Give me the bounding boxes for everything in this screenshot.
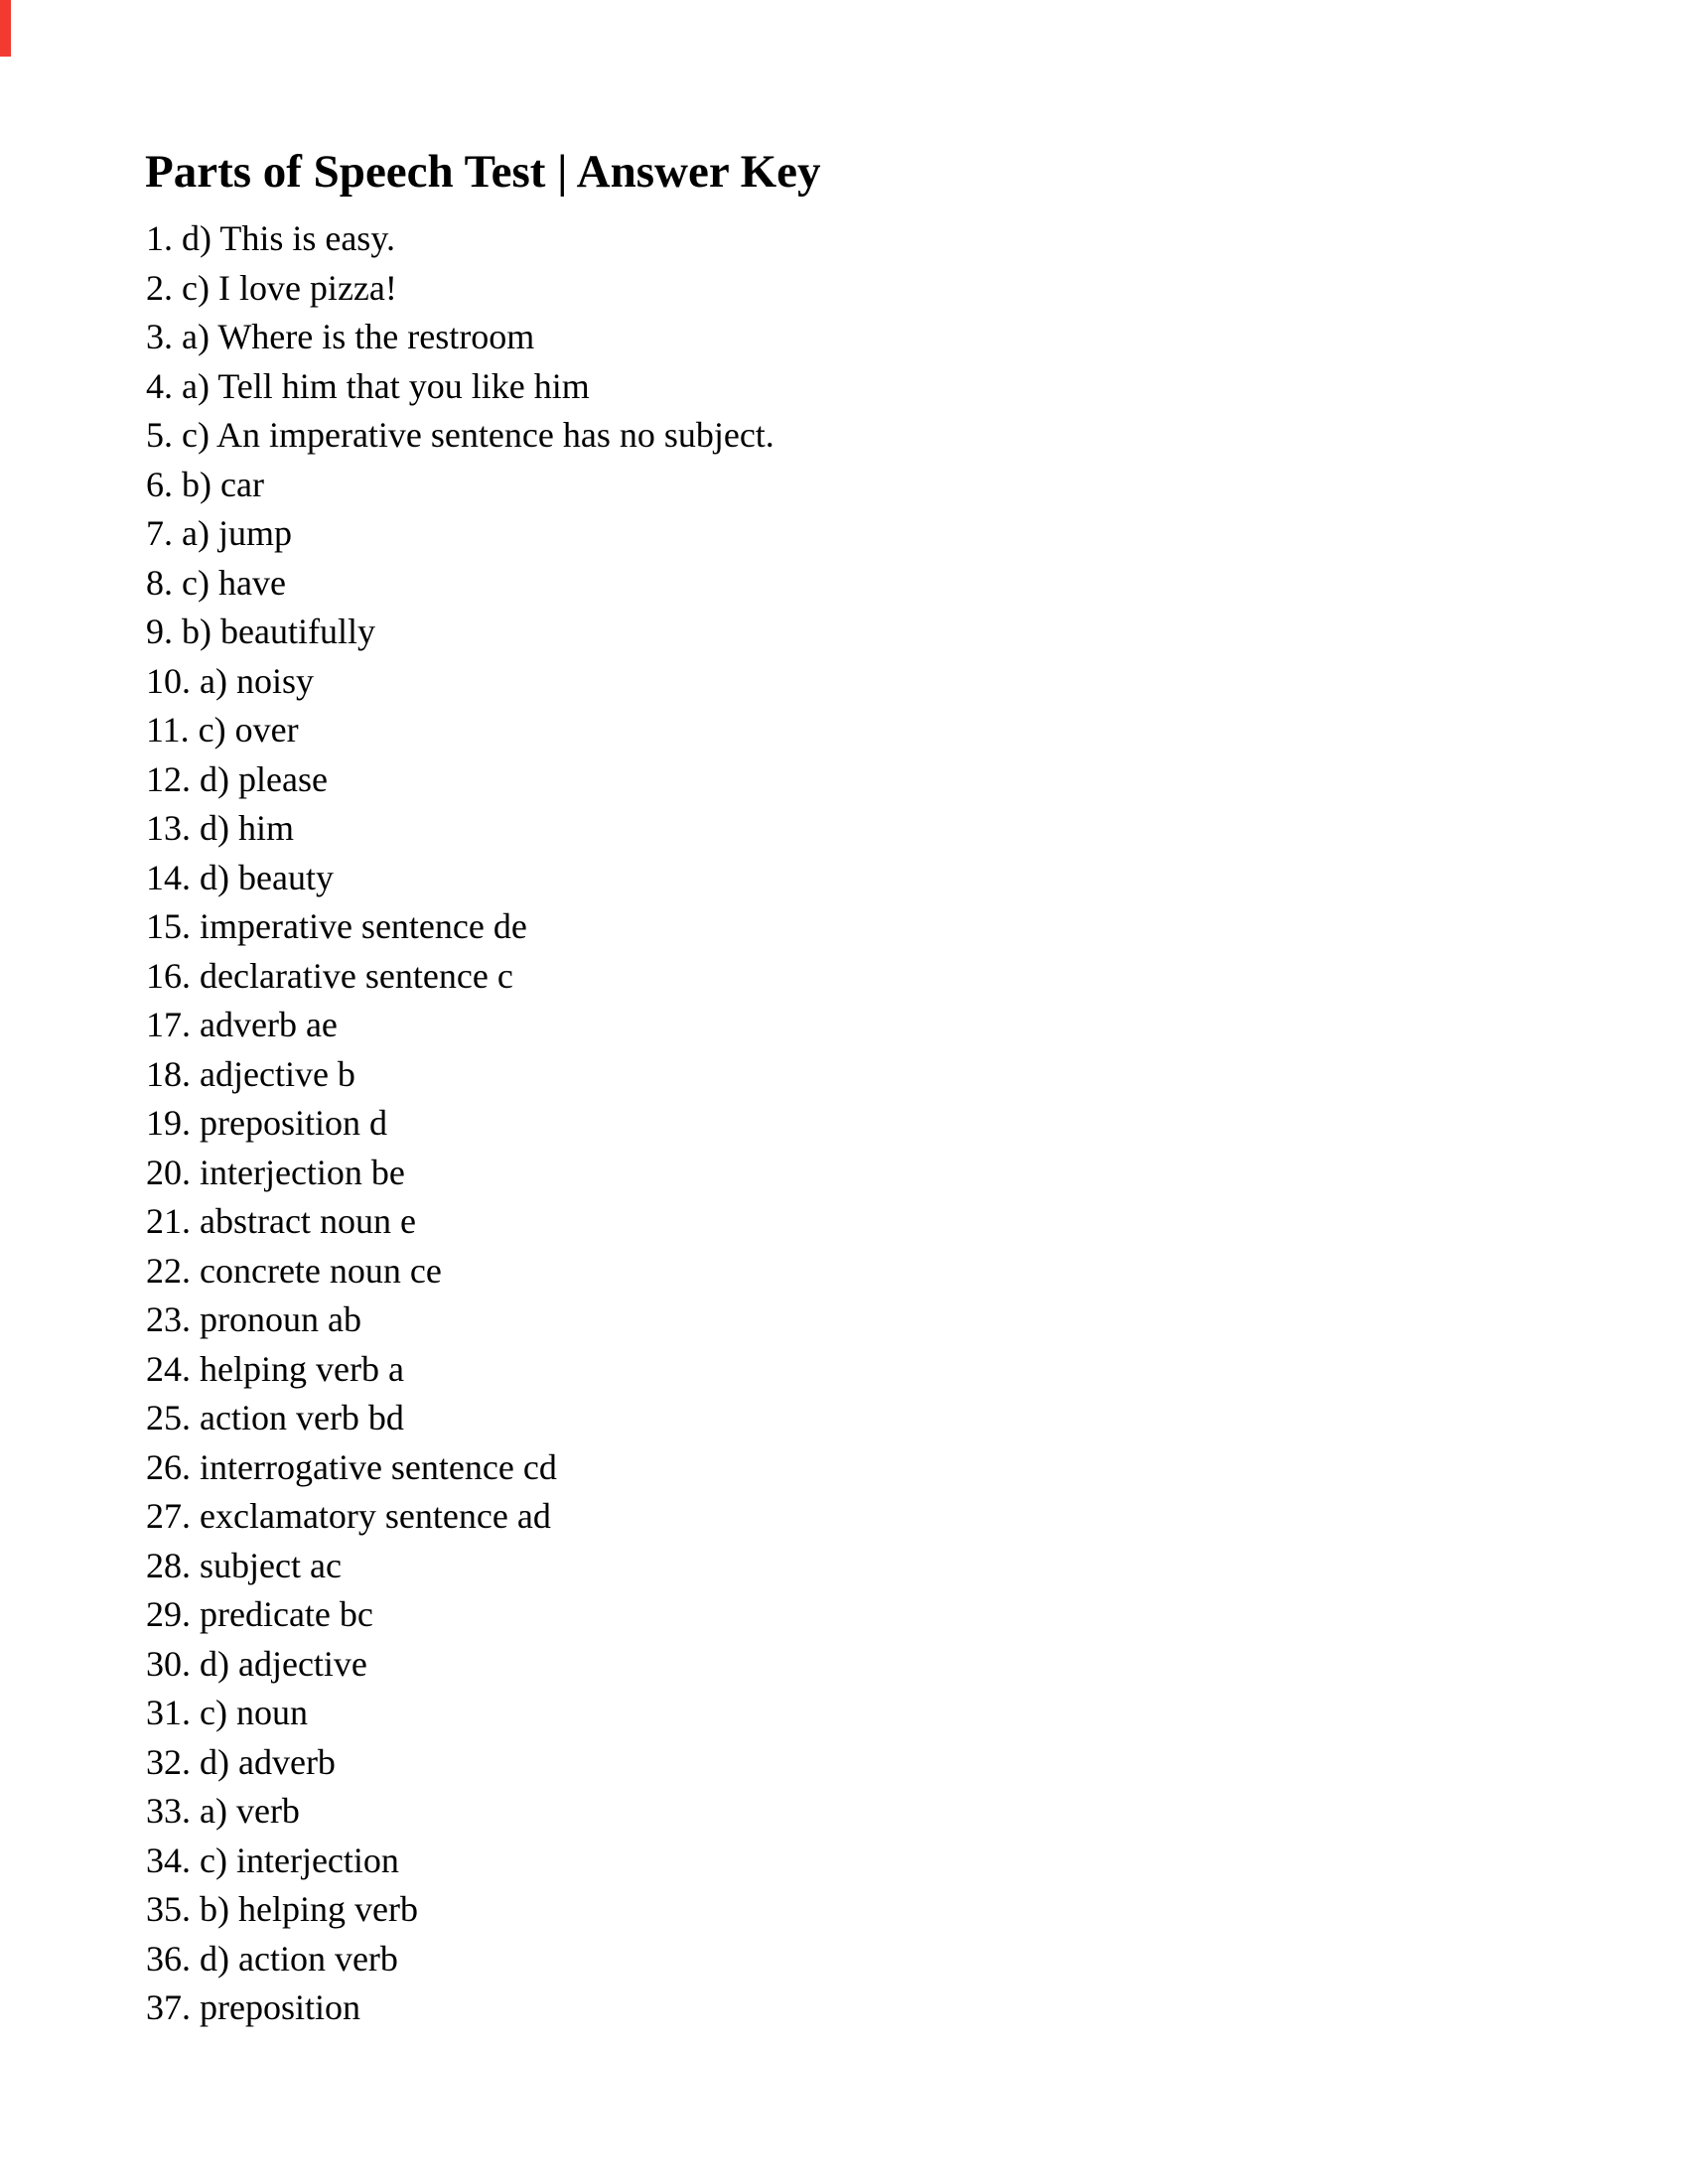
answer-item: 3. a) Where is the restroom bbox=[146, 317, 535, 356]
answer-item: 13. d) him bbox=[146, 808, 294, 848]
answer-item: 2. c) I love pizza! bbox=[146, 267, 397, 308]
answer-item: 22. concrete noun ce bbox=[146, 1250, 442, 1291]
answer-item: 7. a) jump bbox=[146, 513, 292, 553]
answer-item: 31. c) noun bbox=[146, 1693, 308, 1732]
answer-item: 18. adjective b bbox=[146, 1053, 355, 1094]
answer-item: 1. d) This is easy. bbox=[146, 218, 395, 258]
answer-item: 15. imperative sentence de bbox=[146, 906, 527, 946]
answer-item: 27. exclamatory sentence ad bbox=[146, 1496, 551, 1536]
answer-item: 29. predicate bc bbox=[146, 1594, 373, 1634]
answer-item: 5. c) An imperative sentence has no subject. bbox=[146, 415, 774, 455]
answer-list bbox=[146, 214, 774, 2033]
answer-item: 16. declarative sentence c bbox=[146, 955, 513, 996]
answer-item: 28. subject ac bbox=[146, 1545, 342, 1585]
answer-item: 37. preposition bbox=[146, 1987, 360, 2027]
answer-item: 11. c) over bbox=[146, 710, 299, 750]
answer-item: 23. pronoun ab bbox=[146, 1299, 361, 1339]
page-title: Parts of Speech Test | Answer Key bbox=[145, 146, 821, 198]
answer-item: 8. c) have bbox=[146, 562, 286, 603]
answer-item: 33. a) verb bbox=[146, 1791, 300, 1831]
answer-item: 30. d) adjective bbox=[146, 1643, 367, 1684]
answer-item: 20. interjection be bbox=[146, 1152, 405, 1192]
answer-item: 36. d) action verb bbox=[146, 1938, 398, 1979]
answer-item: 19. preposition d bbox=[146, 1103, 387, 1143]
answer-item: 9. b) beautifully bbox=[146, 612, 375, 651]
answer-item: 14. d) beauty bbox=[146, 857, 334, 897]
answer-item: 26. interrogative sentence cd bbox=[146, 1446, 557, 1487]
answer-item: 25. action verb bd bbox=[146, 1398, 404, 1437]
answer-item: 24. helping verb a bbox=[146, 1348, 404, 1389]
answer-item: 10. a) noisy bbox=[146, 660, 314, 701]
answer-item: 21. abstract noun e bbox=[146, 1201, 416, 1241]
answer-item: 32. d) adverb bbox=[146, 1741, 336, 1782]
red-corner-marker bbox=[0, 0, 11, 57]
answer-item: 34. c) interjection bbox=[146, 1840, 399, 1880]
answer-item: 12. d) please bbox=[146, 758, 328, 799]
answer-item: 6. b) car bbox=[146, 464, 264, 504]
answer-item: 4. a) Tell him that you like him bbox=[146, 365, 590, 406]
answer-item: 35. b) helping verb bbox=[146, 1889, 418, 1929]
answer-item: 17. adverb ae bbox=[146, 1005, 338, 1044]
